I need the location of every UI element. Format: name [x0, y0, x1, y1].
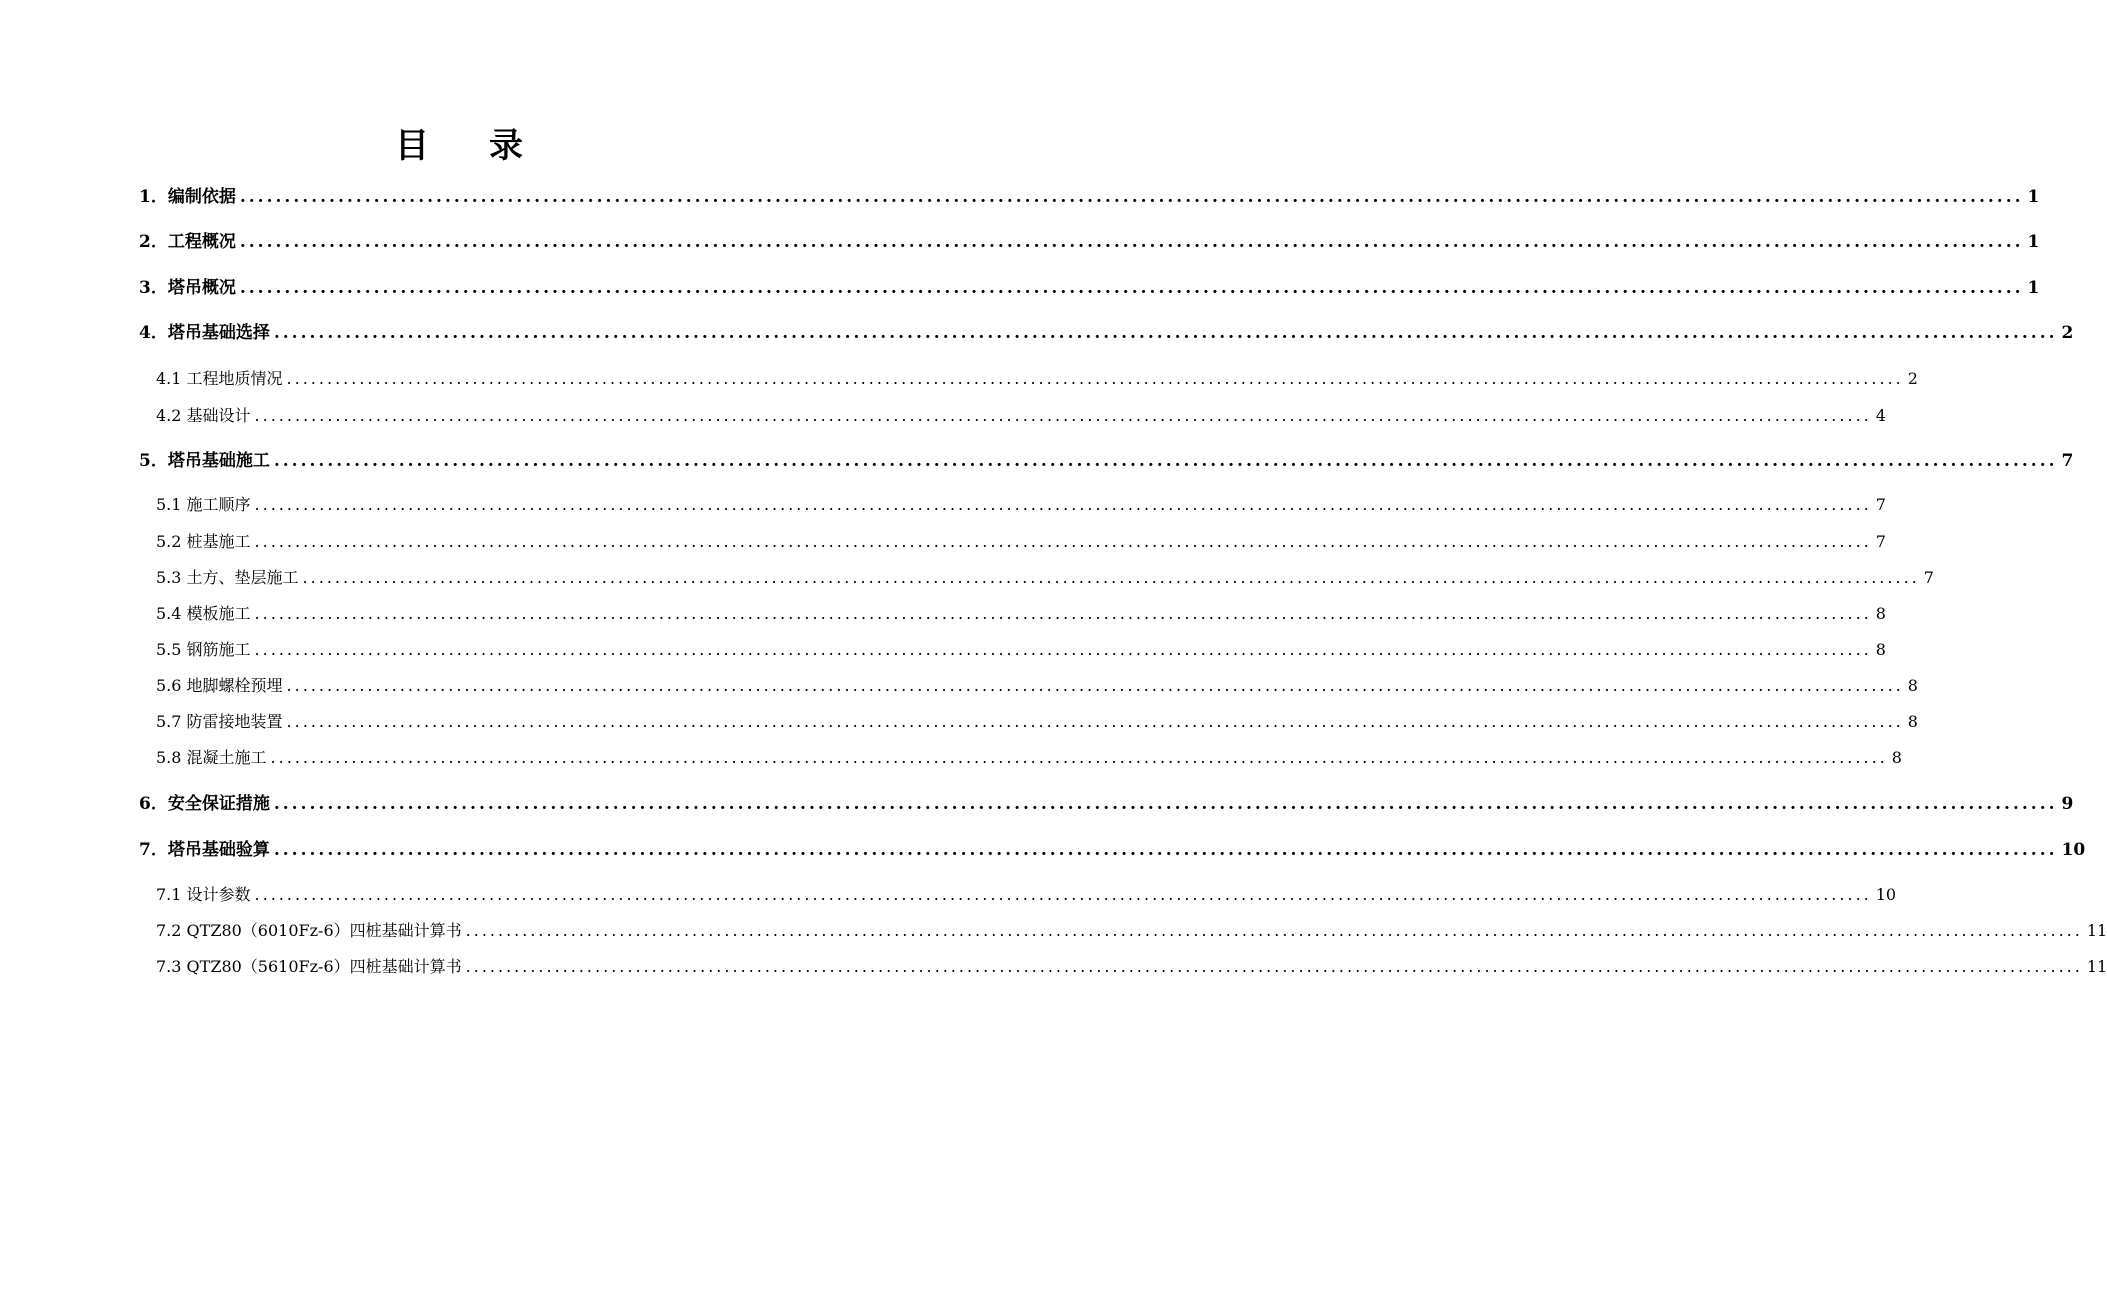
toc-dot-leader: ........................................................................................................................................................................................................: [239, 278, 2024, 298]
toc-entry[interactable]: [156, 566, 1934, 590]
toc-entry[interactable]: [139, 276, 2040, 300]
toc-entry[interactable]: [156, 638, 1886, 662]
toc-dot-leader: ........................................................................................................................................................................................................: [254, 532, 1872, 551]
toc-dot-leader: ........................................................................................................................................................................................................: [254, 604, 1872, 623]
toc-dot-leader: ........................................................................................................................................................................................................: [286, 369, 1904, 388]
toc-entry[interactable]: [156, 530, 1886, 554]
toc-entry[interactable]: [139, 321, 2074, 345]
toc-dot-leader: ........................................................................................................................................................................................................: [273, 794, 2058, 814]
toc-entry-label: 5.5 钢筋施工: [156, 640, 251, 659]
toc-entry-page-number: 7: [1875, 532, 1886, 551]
toc-entry[interactable]: [156, 710, 1918, 734]
toc-entry-page-number: 10: [2061, 840, 2086, 860]
toc-entry-page-number: 8: [1875, 640, 1886, 659]
toc-dot-leader: ........................................................................................................................................................................................................: [254, 495, 1872, 514]
toc-dot-leader: ........................................................................................................................................................................................................: [270, 748, 1888, 767]
toc-entry-page-number: 2: [1907, 369, 1918, 388]
toc-entry-label: 6．安全保证措施: [139, 794, 270, 814]
toc-entry-page-number: 9: [2061, 794, 2074, 814]
toc-entry-label: 1．编制依据: [139, 187, 236, 207]
toc-entry-label: 5.6 地脚螺栓预埋: [156, 676, 283, 695]
toc-dot-leader: ........................................................................................................................................................................................................: [239, 232, 2024, 252]
toc-dot-leader: ........................................................................................................................................................................................................: [465, 921, 2083, 940]
toc-dot-leader: ........................................................................................................................................................................................................: [286, 712, 1904, 731]
toc-entry-label: 5．塔吊基础施工: [139, 451, 270, 471]
toc-entry-label: 4.2 基础设计: [156, 406, 251, 425]
toc-entry-page-number: 8: [1891, 748, 1902, 767]
toc-entry-page-number: 1: [2027, 278, 2040, 298]
toc-dot-leader: ........................................................................................................................................................................................................: [465, 957, 2083, 976]
toc-entry-label: 5.4 模板施工: [156, 604, 251, 623]
toc-entry-page-number: 8: [1875, 604, 1886, 623]
toc-entry[interactable]: [139, 838, 2086, 862]
toc-entry-label: 2．工程概况: [139, 232, 236, 252]
toc-entry-page-number: 4: [1875, 406, 1886, 425]
toc-entry-label: 7．塔吊基础验算: [139, 840, 270, 860]
toc-entry-page-number: 7: [1875, 495, 1886, 514]
toc-entry-label: 5.7 防雷接地装置: [156, 712, 283, 731]
toc-entry[interactable]: [156, 883, 1897, 907]
toc-entry-label: 3．塔吊概况: [139, 278, 236, 298]
toc-dot-leader: ........................................................................................................................................................................................................: [286, 676, 1904, 695]
toc-title-char-1: 目: [395, 126, 431, 166]
toc-entry-page-number: 8: [1907, 676, 1918, 695]
toc-entry[interactable]: [139, 185, 2040, 209]
toc-entry-page-number: 2: [2061, 323, 2074, 343]
toc-entry-page-number: 11: [2086, 921, 2107, 940]
toc-entry-page-number: 7: [2061, 451, 2074, 471]
toc-entry[interactable]: [156, 746, 1902, 770]
toc-entry-label: 5.3 土方、垫层施工: [156, 568, 299, 587]
toc-entry-label: 7.3 QTZ80（5610Fz-6）四桩基础计算书: [156, 957, 462, 976]
toc-entry[interactable]: [156, 367, 1918, 391]
toc-title-char-2: 录: [489, 126, 525, 166]
toc-entry[interactable]: [156, 919, 2107, 943]
toc-dot-leader: ........................................................................................................................................................................................................: [254, 640, 1872, 659]
toc-dot-leader: ........................................................................................................................................................................................................: [273, 323, 2058, 343]
toc-entry-page-number: 1: [2027, 232, 2040, 252]
toc-entry[interactable]: [156, 404, 1886, 428]
toc-dot-leader: ........................................................................................................................................................................................................: [254, 406, 1872, 425]
toc-entry-label: 7.1 设计参数: [156, 885, 251, 904]
toc-dot-leader: ........................................................................................................................................................................................................: [302, 568, 1920, 587]
toc-entry-page-number: 1: [2027, 187, 2040, 207]
toc-entry-page-number: 10: [1875, 885, 1897, 904]
toc-dot-leader: ........................................................................................................................................................................................................: [239, 187, 2024, 207]
toc-entry-page-number: 11: [2086, 957, 2107, 976]
toc-entry[interactable]: [156, 955, 2107, 979]
toc-entry[interactable]: [139, 792, 2074, 816]
toc-entry[interactable]: [139, 230, 2040, 254]
toc-entry-label: 5.8 混凝土施工: [156, 748, 267, 767]
toc-dot-leader: ........................................................................................................................................................................................................: [254, 885, 1872, 904]
toc-entry-label: 4．塔吊基础选择: [139, 323, 270, 343]
toc-dot-leader: ........................................................................................................................................................................................................: [273, 451, 2058, 471]
toc-entry-page-number: 8: [1907, 712, 1918, 731]
toc-entry-page-number: 7: [1923, 568, 1934, 587]
toc-entry[interactable]: [156, 602, 1886, 626]
toc-entry-label: 5.1 施工顺序: [156, 495, 251, 514]
toc-entry-label: 7.2 QTZ80（6010Fz-6）四桩基础计算书: [156, 921, 462, 940]
toc-entry[interactable]: [139, 449, 2074, 473]
toc-dot-leader: ........................................................................................................................................................................................................: [273, 840, 2058, 860]
toc-entry-label: 5.2 桩基施工: [156, 532, 251, 551]
toc-entry[interactable]: [156, 674, 1918, 698]
toc-entry[interactable]: [156, 493, 1886, 517]
toc-title: [0, 122, 920, 170]
toc-entry-label: 4.1 工程地质情况: [156, 369, 283, 388]
